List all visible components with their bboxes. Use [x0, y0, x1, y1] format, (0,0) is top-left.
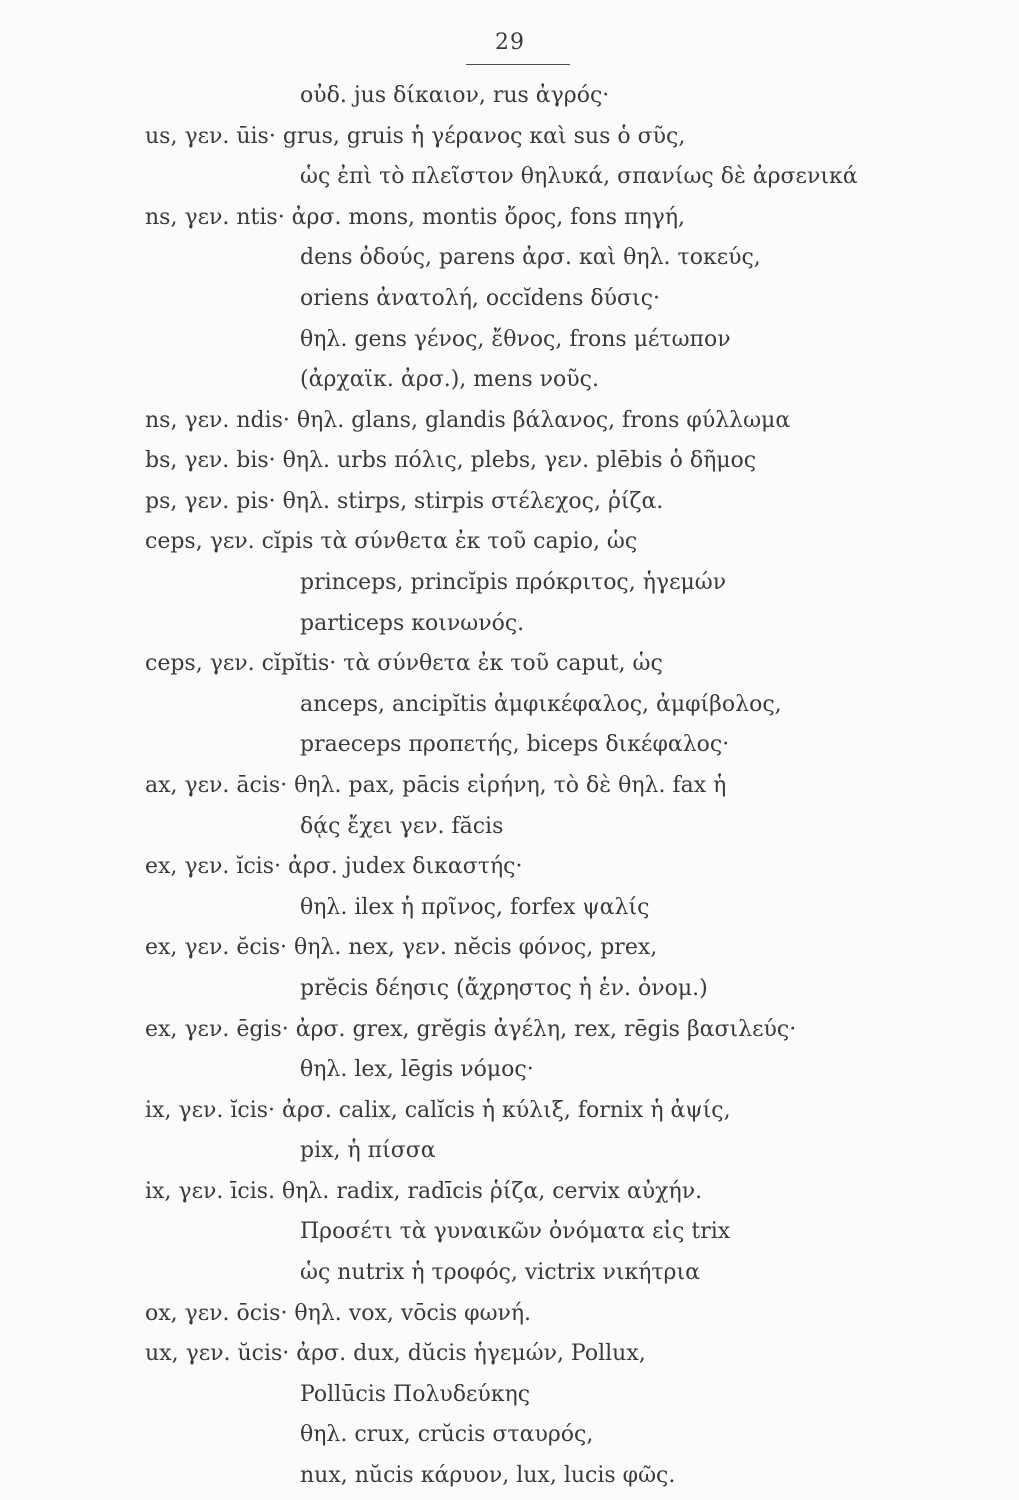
text-line: ns, γεν. ndis· θηλ. glans, glandis βάλανος, frons φύλλωμα — [145, 408, 791, 433]
text-line: οὐδ. jus δίκαιον, rus ἀγρός· — [300, 83, 610, 108]
text-line: princeps, princĭpis πρόκριτος, ἡγεμών — [300, 570, 727, 595]
text-line: ix, γεν. īcis. θηλ. radix, radīcis ῥίζα, cervix αὐχήν. — [145, 1179, 703, 1204]
text-line: θηλ. lex, lēgis νόμος· — [300, 1057, 534, 1082]
text-line: θηλ. ilex ἡ πρῖνος, forfex ψαλίς — [300, 895, 650, 920]
page-number: 29 — [495, 30, 525, 55]
text-line: praeceps προπετής, biceps δικέφαλος· — [300, 732, 730, 757]
text-line: ceps, γεν. cĭpĭtis· τὰ σύνθετα ἐκ τοῦ caput, ὡς — [145, 651, 663, 676]
text-line: ix, γεν. ĭcis· ἀρσ. calix, calĭcis ἡ κύλιξ, fornix ἡ ἀψίς, — [145, 1098, 731, 1123]
text-line: us, γεν. ūis· grus, gruis ἡ γέρανος καὶ sus ὁ σῦς, — [145, 124, 686, 149]
text-line: δᾴς ἔχει γεν. făcis — [300, 814, 504, 839]
text-line: pix, ἡ πίσσα — [300, 1138, 436, 1163]
text-line: ox, γεν. ōcis· θηλ. vox, vōcis φωνή. — [145, 1301, 532, 1326]
text-line: Pollūcis Πολυδεύκης — [300, 1382, 531, 1407]
text-line: ex, γεν. ēgis· ἀρσ. grex, grĕgis ἀγέλη, rex, rēgis βασιλεύς· — [145, 1017, 797, 1042]
text-line: ὡς ἐπὶ τὸ πλεῖστον θηλυκά, σπανίως δὲ ἀρσενικά — [300, 164, 858, 189]
text-line: ex, γεν. ĭcis· ἀρσ. judex δικαστής· — [145, 854, 523, 879]
text-line: ὡς nutrix ἡ τροφός, victrix νικήτρια — [300, 1260, 700, 1285]
text-line: particeps κοινωνός. — [300, 611, 525, 636]
text-line: oriens ἀνατολή, occĭdens δύσις· — [300, 286, 660, 311]
text-line: ax, γεν. ācis· θηλ. pax, pācis εἰρήνη, τὸ δὲ θηλ. fax ἡ — [145, 773, 727, 798]
text-line: θηλ. crux, crŭcis σταυρός, — [300, 1422, 594, 1447]
text-line: anceps, ancipĭtis ἀμφικέφαλος, ἀμφίβολος, — [300, 692, 782, 717]
page-number-rule — [466, 64, 570, 65]
text-line: ceps, γεν. cĭpis τὰ σύνθετα ἐκ τοῦ capio, ὡς — [145, 529, 638, 554]
text-line: ns, γεν. ntis· ἀρσ. mons, montis ὄρος, fons πηγή, — [145, 205, 685, 230]
text-line: bs, γεν. bis· θηλ. urbs πόλις, plebs, γεν. plēbis ὁ δῆμος — [145, 448, 757, 473]
text-line: nux, nŭcis κάρυον, lux, lucis φῶς. — [300, 1463, 676, 1488]
text-line: Προσέτι τὰ γυναικῶν ὀνόματα εἰς trix — [300, 1219, 731, 1244]
text-line: dens ὀδούς, parens ἀρσ. καὶ θηλ. τοκεύς, — [300, 245, 761, 270]
text-line: ex, γεν. ĕcis· θηλ. nex, γεν. nĕcis φόνος, prex, — [145, 935, 658, 960]
text-line: (ἀρχαϊκ. ἀρσ.), mens νοῦς. — [300, 367, 599, 392]
text-line: θηλ. gens γένος, ἔθνος, frons μέτωπον — [300, 327, 731, 352]
text-line: prĕcis δέησις (ἄχρηστος ἡ ἑν. ὀνομ.) — [300, 976, 708, 1001]
text-line: ux, γεν. ŭcis· ἀρσ. dux, dŭcis ἡγεμών, Pollux, — [145, 1341, 646, 1366]
text-line: ps, γεν. pis· θηλ. stirps, stirpis στέλεχος, ῥίζα. — [145, 489, 664, 514]
